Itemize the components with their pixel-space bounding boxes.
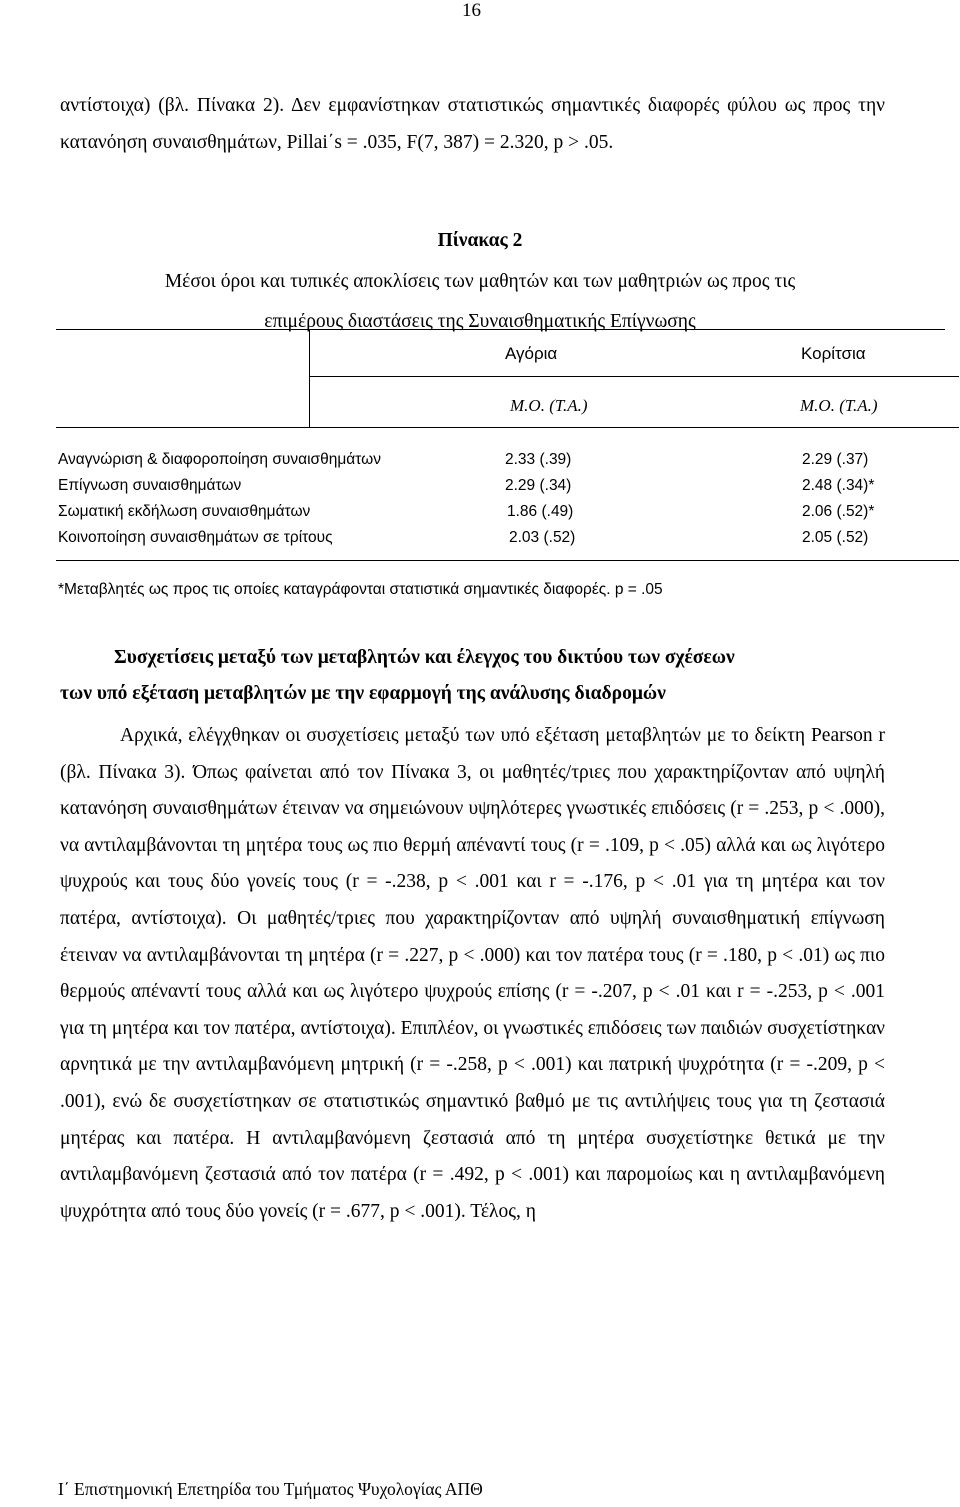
table-row-label: Αναγνώριση & διαφοροποίηση συναισθημάτων (58, 451, 381, 468)
column-header-girls-mean-sd: Μ.Ο. (Τ.Α.) (800, 396, 878, 415)
table-caption-line-1: Μέσοι όροι και τυπικές αποκλίσεις των μαθητών και των μαθητριών ως προς τις (164, 271, 796, 292)
table-cell-girls: 2.29 (.37) (802, 451, 869, 468)
table-caption-line-2: επιμέρους διαστάσεις της Συναισθηματικής Επίγνωσης (264, 311, 696, 332)
table-note: *Μεταβλητές ως προς τις οποίες καταγράφονται στατιστικά σημαντικές διαφορές. p = .05 (58, 581, 663, 598)
table-header-rule (56, 427, 959, 428)
column-group-boys: Αγόρια (505, 344, 558, 363)
table-cell-boys: 2.29 (.34) (505, 477, 572, 494)
table-caption (0, 262, 960, 342)
section-heading (60, 640, 885, 712)
body-paragraph (60, 718, 885, 1230)
table-cell-girls: 2.05 (.52) (802, 529, 869, 546)
column-header-boys-mean-sd: Μ.Ο. (Τ.Α.) (510, 396, 588, 415)
table-cell-boys: 2.03 (.52) (509, 529, 576, 546)
table-row-label: Κοινοποίηση συναισθημάτων σε τρίτους (58, 529, 333, 546)
section-heading-line-1: Συσχετίσεις μεταξύ των μεταβλητών και έλεγχος του δικτύου των σχέσεων (114, 647, 735, 668)
table-cell-boys: 2.33 (.39) (505, 451, 572, 468)
body-text: Αρχικά, ελέγχθηκαν οι συσχετίσεις μεταξύ των υπό εξέταση μεταβλητών με το δείκτη Pearson r (βλ. Πίνακα 3). Όπως φαίνεται από τον Πίνακα 3, οι μαθητές/τριες που χαρακτηρίζονταν από υψηλή κατανόηση συναισθημάτων έτειναν να σημειώνουν υψηλότερες γνωστικές επιδόσεις (r = .253, p < .000), να αντιλαμβάνονται τη μητέρα τους ως πιο θερμή απέναντί τους (r = .109, p < .05) αλλά και ως λιγότερο ψυχρούς και τους δύο γονείς τους (r = -.238, p < .001 και r = -.176, p < .01 για τη μητέρα και τον πατέρα, αντίστοιχα). Οι μαθητές/τριες που χαρακτηρίζονταν από υψηλή συναισθηματική επίγνωση έτειναν να αντιλαμβάνονται τη μητέρα (r = .227, p < .000) και τον πατέρα τους (r = .180, p < .01) ως πιο θερμούς απέναντί τους αλλά και ως λιγότερο ψυχρούς επίσης (r = -.207, p < .01 και r = -.253, p < .001 για τη μητέρα και τον πατέρα, αντίστοιχα). Επιπλέον, οι γνωστικές επιδόσεις των παιδιών συσχετίστηκαν αρνητικά με την αντιλαμβανόμενη μητρική (r = -.258, p < .001) και πατρική ψυχρότητα (r = -.209, p < .001), ενώ δε συσχετίστηκαν σε στατιστικώς σημαντικό βαθμό με τις αντιλήψεις τους για τη ζεστασιά μητέρας και πατέρα. Η αντιλαμβανόμενη ζεστασιά από τη μητέρα συσχετίστηκε θετικά με την αντιλαμβανόμενη ζεστασιά από τον πατέρα (r = .492, p < .001) και παρομοίως και η αντιλαμβανόμενη ψυχρότητα από τους δύο γονείς (r = .677, p < .001). Τέλος, η (60, 725, 885, 1222)
table-title: Πίνακας 2 (437, 230, 523, 251)
page-footer: Ι΄ Επιστημονική Επετηρίδα του Τμήματος Ψυχολογίας ΑΠΘ (58, 1479, 483, 1499)
table-cell-girls: 2.06 (.52)* (802, 503, 875, 520)
column-group-girls: Κορίτσια (801, 344, 866, 363)
intro-text: αντίστοιχα) (βλ. Πίνακα 2). Δεν εμφανίστηκαν στατιστικώς σημαντικές διαφορές φύλου ως προς την κατανόηση συναισθημάτων, Pillai΄s = .035, F(7, 387) = 2.320, p > .05. (60, 95, 885, 153)
table-row-label: Επίγνωση συναισθημάτων (58, 477, 242, 494)
section-heading-line-2: των υπό εξέταση μεταβλητών με την εφαρμογή της ανάλυσης διαδρομών (60, 683, 666, 704)
intro-paragraph (60, 88, 885, 161)
table-top-rule (56, 329, 945, 330)
page-number: 16 (462, 0, 481, 21)
table-bottom-rule (56, 560, 959, 561)
table-group-rule (309, 376, 959, 377)
table-header-divider (309, 330, 310, 428)
table-row-label: Σωματική εκδήλωση συναισθημάτων (58, 503, 311, 520)
table-cell-boys: 1.86 (.49) (507, 503, 574, 520)
table-cell-girls: 2.48 (.34)* (802, 477, 875, 494)
